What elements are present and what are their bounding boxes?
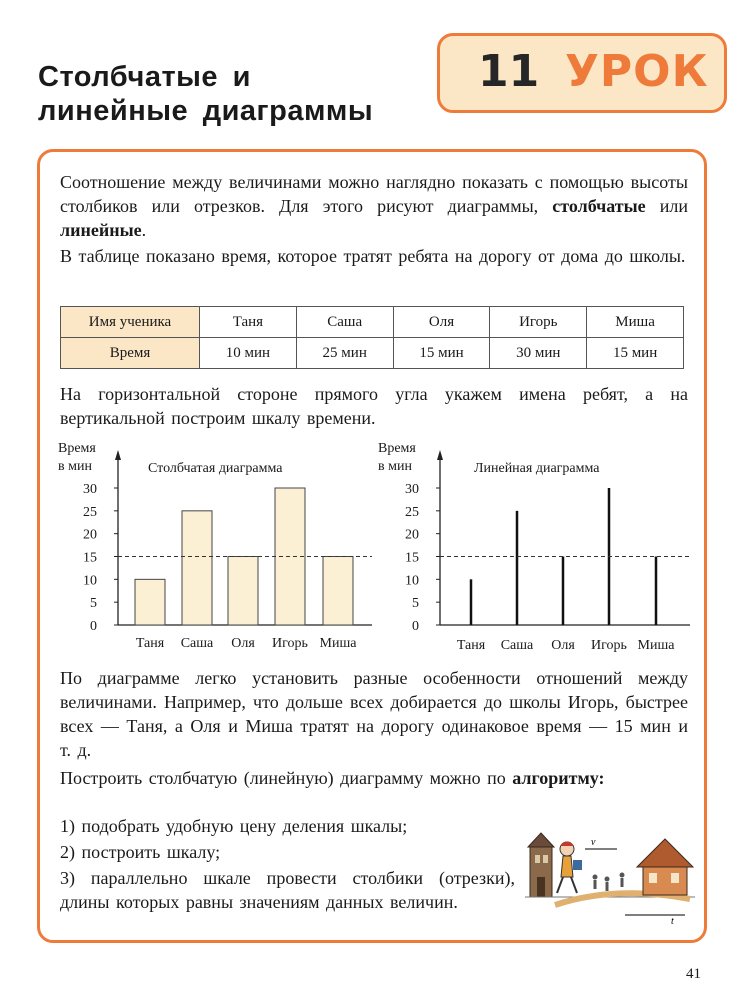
- walker-icon: [593, 873, 625, 892]
- school-house-icon: [637, 839, 693, 895]
- y-tick-label: 15: [405, 550, 419, 566]
- chart-title: Линейная диаграмма: [474, 461, 600, 476]
- line-chart: [378, 441, 690, 653]
- x-tick-label: Игорь: [591, 638, 627, 653]
- bar-chart: [58, 441, 372, 651]
- school-walk-illustration: [525, 825, 695, 925]
- algorithm-intro: [60, 766, 688, 790]
- table-cell: Игорь: [490, 307, 587, 338]
- intro-text: Соотношение между величинами можно наглядно показать с помощью высоты столбиков или отрезков. Для этого рисуют диаграммы,: [60, 172, 688, 216]
- row-label-names: Имя ученика: [61, 307, 200, 338]
- lesson-word: УРОК: [565, 46, 709, 97]
- table-cell: 15 мин: [393, 338, 490, 369]
- algorithm-intro-text: Построить столбчатую (линейную) диаграмму можно по: [60, 768, 506, 788]
- term-bar: столбчатые: [552, 196, 646, 216]
- lesson-title: [38, 60, 438, 128]
- row-label-time: Время: [61, 338, 200, 369]
- y-axis-label: Время: [58, 441, 96, 456]
- table-cell: Оля: [393, 307, 490, 338]
- y-tick-label: 0: [412, 619, 419, 634]
- x-tick-label: Таня: [135, 636, 165, 651]
- chart-title: Столбчатая диаграмма: [148, 461, 283, 476]
- y-axis-label: в мин: [378, 459, 412, 474]
- table-cell: 25 мин: [296, 338, 393, 369]
- axes-paragraph: На горизонтальной стороне прямого угла укажем имена ребят, а на вертикальной построим шкалу времени.: [60, 384, 688, 428]
- y-axis-arrow: [437, 450, 443, 460]
- x-tick-label: Оля: [551, 638, 575, 653]
- algorithm-step: 1) подобрать удобную цену деления шкалы;: [60, 816, 408, 836]
- bar: [182, 511, 212, 625]
- table-cell: Таня: [200, 307, 297, 338]
- table-cell: 10 мин: [200, 338, 297, 369]
- x-tick-label: Игорь: [272, 636, 308, 651]
- y-tick-label: 15: [83, 550, 97, 566]
- data-table: [60, 306, 684, 369]
- bar: [135, 579, 165, 625]
- bar: [228, 557, 258, 626]
- charts-area: [0, 430, 746, 660]
- y-tick-label: 25: [83, 504, 97, 520]
- table-cell: Миша: [587, 307, 684, 338]
- y-tick-label: 30: [83, 482, 97, 497]
- y-tick-label: 0: [90, 619, 97, 634]
- y-axis-label: в мин: [58, 459, 92, 474]
- y-tick-label: 5: [412, 596, 419, 612]
- y-tick-label: 10: [83, 573, 97, 589]
- table-row: [61, 338, 684, 369]
- algorithm-step: 3) параллельно шкале провести столбики (отрезки), длины которых равны значениям данных величин.: [60, 868, 515, 912]
- table-cell: Саша: [296, 307, 393, 338]
- x-tick-label: Миша: [319, 636, 357, 651]
- table-cell: 30 мин: [490, 338, 587, 369]
- page-number: 41: [686, 966, 701, 982]
- boy-icon: [557, 842, 582, 894]
- x-tick-label: Саша: [500, 638, 534, 653]
- x-tick-label: Оля: [231, 636, 255, 651]
- lesson-number: 11: [478, 46, 540, 97]
- table-intro-paragraph: В таблице показано время, которое тратят ребята на дорогу от дома до школы.: [60, 246, 686, 266]
- y-axis-arrow: [115, 450, 121, 460]
- y-tick-label: 25: [405, 504, 419, 520]
- x-tick-label: Таня: [456, 638, 486, 653]
- intro-text-or: или: [645, 196, 688, 216]
- y-tick-label: 5: [90, 596, 97, 612]
- table-cell: 15 мин: [587, 338, 684, 369]
- lesson-title-line1: Столбчатые и: [38, 61, 251, 93]
- analysis-paragraph: По диаграмме легко установить разные особенности отношений между величинами. Например, что дольше всех добирается до школы Игорь, быстрее всех — Таня, а Оля и Миша тратят на дорогу одинаковое время — 15 мин и т. д.: [60, 668, 688, 760]
- x-tick-label: Миша: [637, 638, 675, 653]
- velocity-label: v: [591, 837, 596, 848]
- term-line: линейные: [60, 220, 142, 240]
- house-icon: [528, 833, 554, 897]
- lesson-badge: [437, 33, 727, 113]
- y-tick-label: 20: [405, 527, 419, 543]
- algorithm-term: алгоритму:: [512, 768, 605, 788]
- table-row: [61, 307, 684, 338]
- y-tick-label: 30: [405, 482, 419, 497]
- time-label: t: [671, 916, 674, 925]
- y-axis-label: Время: [378, 441, 416, 456]
- intro-text-end: .: [141, 220, 147, 240]
- lesson-title-line2: линейные диаграммы: [38, 95, 374, 127]
- algorithm-step: 2) построить шкалу;: [60, 842, 221, 862]
- bar: [323, 557, 353, 626]
- x-tick-label: Саша: [180, 636, 214, 651]
- intro-paragraph: [60, 170, 688, 242]
- y-tick-label: 20: [83, 527, 97, 543]
- y-tick-label: 10: [405, 573, 419, 589]
